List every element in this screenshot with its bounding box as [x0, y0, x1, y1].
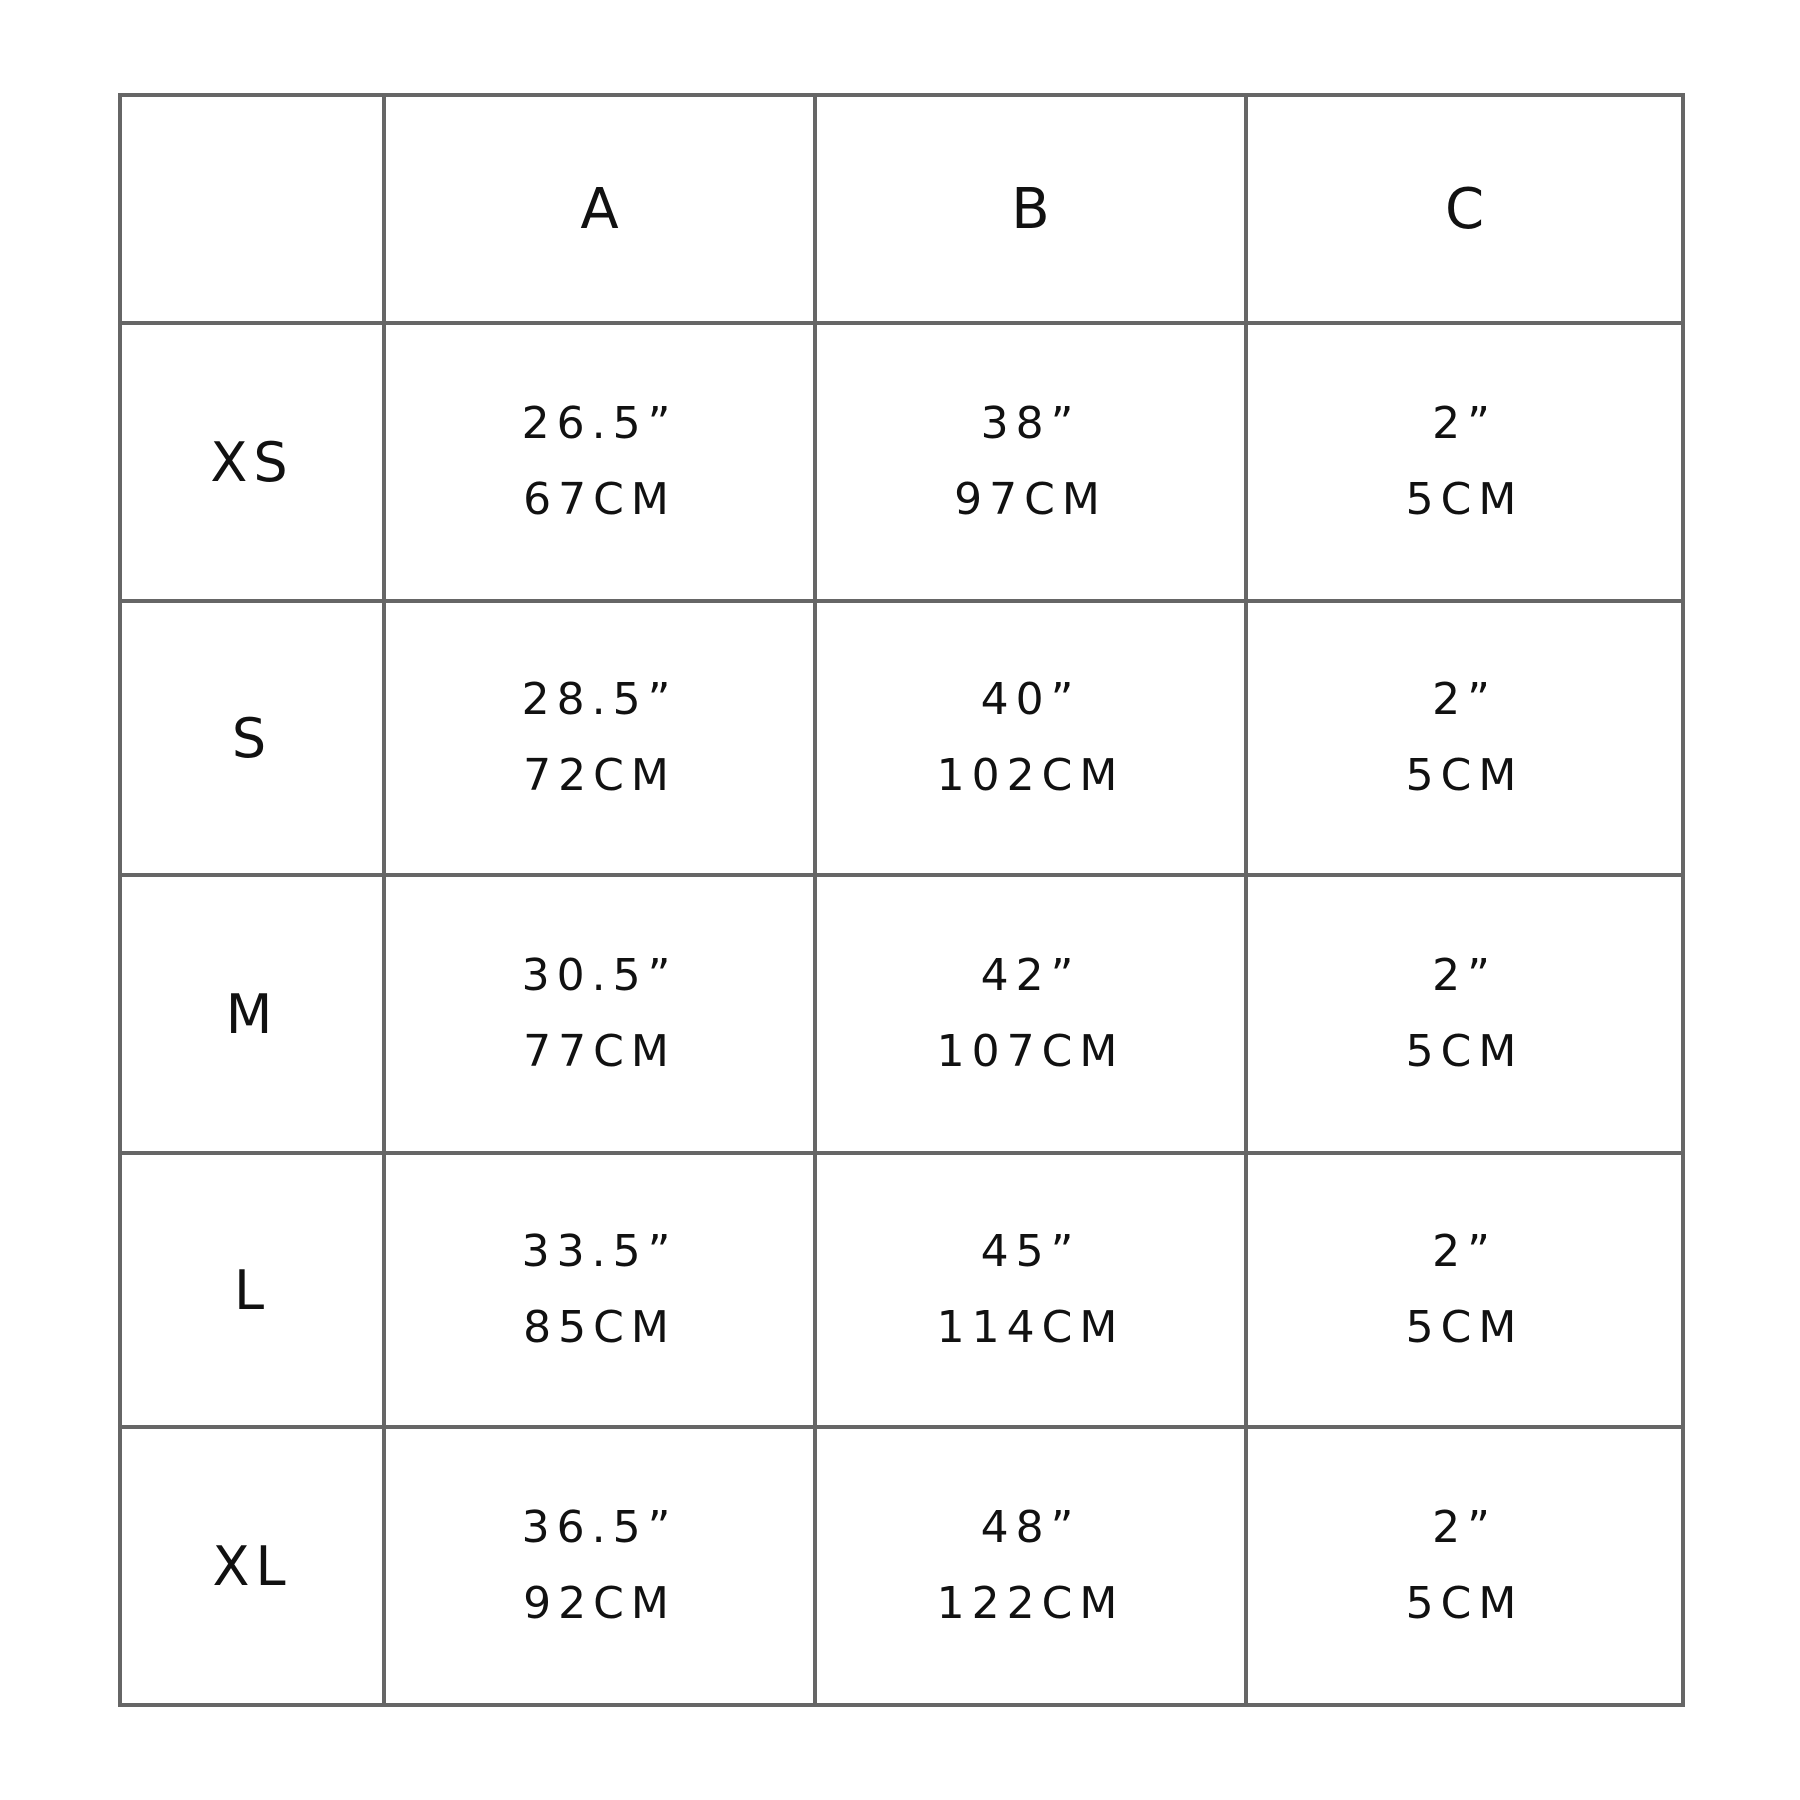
- value-cm: 5CM: [1405, 750, 1524, 801]
- measurement-c: [1246, 323, 1683, 601]
- value-inches: 28.5”: [521, 674, 678, 725]
- measurement-b: [815, 1153, 1246, 1427]
- measurement-b: [815, 601, 1246, 875]
- value-inches: 2”: [1432, 398, 1497, 449]
- value-inches: 2”: [1432, 1502, 1497, 1553]
- value-cm: 72CM: [523, 750, 676, 801]
- value-cm: 77CM: [523, 1026, 676, 1077]
- column-header-b: B: [815, 95, 1246, 323]
- value-inches: 2”: [1432, 674, 1497, 725]
- measurement-c: [1246, 1153, 1683, 1427]
- value-inches: 26.5”: [521, 398, 678, 449]
- value-inches: 2”: [1432, 1226, 1497, 1277]
- measurement-c: [1246, 601, 1683, 875]
- table-row-s: [120, 601, 1683, 875]
- measurement-a: [384, 1427, 815, 1705]
- table-row-xl: [120, 1427, 1683, 1705]
- value-cm: 85CM: [523, 1302, 676, 1353]
- value-inches: 40”: [980, 674, 1081, 725]
- table-row-l: [120, 1153, 1683, 1427]
- value-cm: 5CM: [1405, 1578, 1524, 1629]
- measurement-a: [384, 601, 815, 875]
- value-inches: 38”: [980, 398, 1081, 449]
- value-cm: 107CM: [936, 1026, 1125, 1077]
- header-row: [120, 95, 1683, 323]
- size-label: M: [120, 875, 384, 1153]
- size-label: XS: [120, 323, 384, 601]
- corner-cell: [120, 95, 384, 323]
- column-header-c: C: [1246, 95, 1683, 323]
- value-inches: 30.5”: [521, 950, 678, 1001]
- size-chart-table: [118, 93, 1685, 1707]
- value-inches: 48”: [980, 1502, 1081, 1553]
- value-cm: 5CM: [1405, 474, 1524, 525]
- value-inches: 36.5”: [521, 1502, 678, 1553]
- measurement-c: [1246, 1427, 1683, 1705]
- column-header-a: A: [384, 95, 815, 323]
- measurement-a: [384, 1153, 815, 1427]
- value-cm: 92CM: [523, 1578, 676, 1629]
- value-cm: 5CM: [1405, 1302, 1524, 1353]
- size-label: L: [120, 1153, 384, 1427]
- value-inches: 33.5”: [521, 1226, 678, 1277]
- value-cm: 97CM: [954, 474, 1107, 525]
- measurement-b: [815, 1427, 1246, 1705]
- value-inches: 45”: [980, 1226, 1081, 1277]
- value-cm: 67CM: [523, 474, 676, 525]
- value-inches: 2”: [1432, 950, 1497, 1001]
- table-row-xs: [120, 323, 1683, 601]
- value-cm: 122CM: [936, 1578, 1125, 1629]
- size-label: XL: [120, 1427, 384, 1705]
- value-cm: 114CM: [936, 1302, 1125, 1353]
- value-inches: 42”: [980, 950, 1081, 1001]
- measurement-c: [1246, 875, 1683, 1153]
- value-cm: 102CM: [936, 750, 1125, 801]
- table-row-m: [120, 875, 1683, 1153]
- measurement-b: [815, 875, 1246, 1153]
- measurement-a: [384, 323, 815, 601]
- measurement-b: [815, 323, 1246, 601]
- value-cm: 5CM: [1405, 1026, 1524, 1077]
- size-label: S: [120, 601, 384, 875]
- measurement-a: [384, 875, 815, 1153]
